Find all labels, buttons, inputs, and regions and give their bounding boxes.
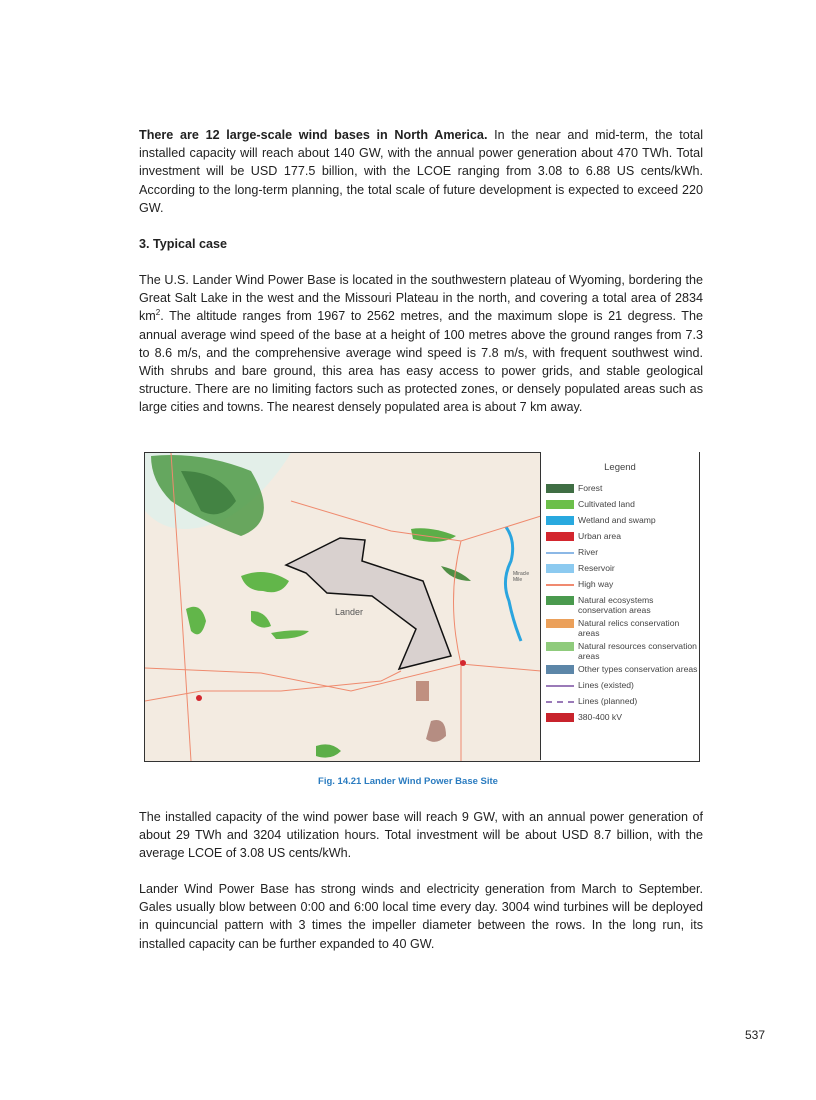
legend-item	[546, 579, 699, 592]
legend-item	[546, 712, 699, 725]
legend-item	[546, 563, 699, 576]
legend-swatch	[546, 596, 574, 605]
paragraph-capacity: The installed capacity of the wind power base will reach 9 GW, with an annual power generation of about 29 TWh and 3204 utilization hours. Total investment will be about USD 8.7 billion, with the average LCOE of 3.08 US cents/kWh.	[139, 810, 703, 861]
legend-label: High way	[578, 579, 614, 589]
legend-label: 380-400 kV	[578, 712, 622, 722]
legend-label: Natural resources conservation areas	[578, 641, 697, 661]
legend-item	[546, 499, 699, 512]
page-number: 537	[745, 1028, 766, 1042]
legend-item	[546, 664, 699, 677]
legend-item	[546, 618, 699, 638]
legend-item	[546, 696, 699, 709]
legend-label: Urban area	[578, 531, 621, 541]
legend-line-symbol	[546, 701, 574, 703]
legend-line-symbol	[546, 685, 574, 687]
lead-text: The U.S. Lander Wind Power Base	[139, 273, 336, 287]
body-text: is located in the southwestern plateau of Wyoming, bordering the Great Salt Lake in the west and the Missouri Plateau in the north, and covering a total area of 2834 km	[139, 273, 703, 324]
legend-label: Natural ecosystems conservation areas	[578, 595, 654, 615]
map-label-town: Miracle Mile	[513, 571, 530, 583]
figure-caption: Fig. 14.21 Lander Wind Power Base Site	[318, 776, 498, 787]
legend-label: Forest	[578, 483, 603, 493]
legend-line-symbol	[546, 584, 574, 586]
legend-item	[546, 515, 699, 528]
legend-swatch	[546, 532, 574, 541]
legend-item	[546, 531, 699, 544]
legend-label: Lines (planned)	[578, 696, 638, 706]
paragraph-lander	[139, 271, 703, 417]
legend-line-symbol	[546, 552, 574, 554]
legend-swatch	[546, 713, 574, 722]
superscript: 2	[155, 308, 161, 318]
legend-swatch	[546, 564, 574, 573]
legend-title: Legend	[604, 462, 636, 473]
map-legend	[540, 452, 699, 760]
body-text: . The altitude ranges from 1967 to 2562 metres, and the maximum slope is 21 degress. The annual average wind speed of the base at a height of 100 metres above the ground ranges from 7.3 to 8.6 m/s, and the comprehensive average wind speed is 7.8 m/s, with frequent southwest wind. With shrubs and bare ground, this area has easy access to power grids, and stable geological structure. There are no limiting factors such as protected zones, or densely populated areas such as large cities and towns. The nearest densely populated area is about 7 km away.	[139, 309, 703, 415]
legend-swatch	[546, 516, 574, 525]
paragraph-north-america	[139, 126, 703, 217]
legend-swatch	[546, 665, 574, 674]
legend-label: Cultivated land	[578, 499, 635, 509]
legend-label: River	[578, 547, 599, 557]
legend-label: Natural relics conservation areas	[578, 618, 680, 638]
legend-item	[546, 595, 699, 615]
legend-item	[546, 641, 699, 661]
legend-item	[546, 483, 699, 496]
legend-swatch	[546, 619, 574, 628]
lead-text: There are 12 large-scale wind bases in North America.	[139, 128, 488, 142]
legend-item	[546, 680, 699, 693]
legend-label: Other types conservation areas	[578, 664, 698, 674]
body-text: In the near and mid-term, the total installed capacity will reach about 140 GW, with the annual power generation about 470 TWh. Total investment will be USD 177.5 billion, with the LCOE ranging from 3.08 to 6.88 US cents/kWh. According to the long-term planning, the total scale of future development is expected to exceed 220 GW.	[139, 128, 703, 215]
legend-swatch	[546, 642, 574, 651]
paragraph-operation: Lander Wind Power Base has strong winds and electricity generation from March to September. Gales usually blow between 0:00 and 6:00 local time every day. 3004 wind turbines will be deployed in quincuncial pattern with 3 times the impeller diameter between the rows. In the long run, its installed capacity can be further expanded to 40 GW.	[139, 882, 703, 951]
legend-swatch	[546, 500, 574, 509]
legend-label: Lines (existed)	[578, 680, 634, 690]
legend-swatch	[546, 484, 574, 493]
map-label-lander: Lander	[335, 607, 364, 617]
legend-item	[546, 547, 699, 560]
legend-label: Reservoir	[578, 563, 615, 573]
section-heading: 3. Typical case	[139, 237, 227, 251]
legend-label: Wetland and swamp	[578, 515, 656, 525]
